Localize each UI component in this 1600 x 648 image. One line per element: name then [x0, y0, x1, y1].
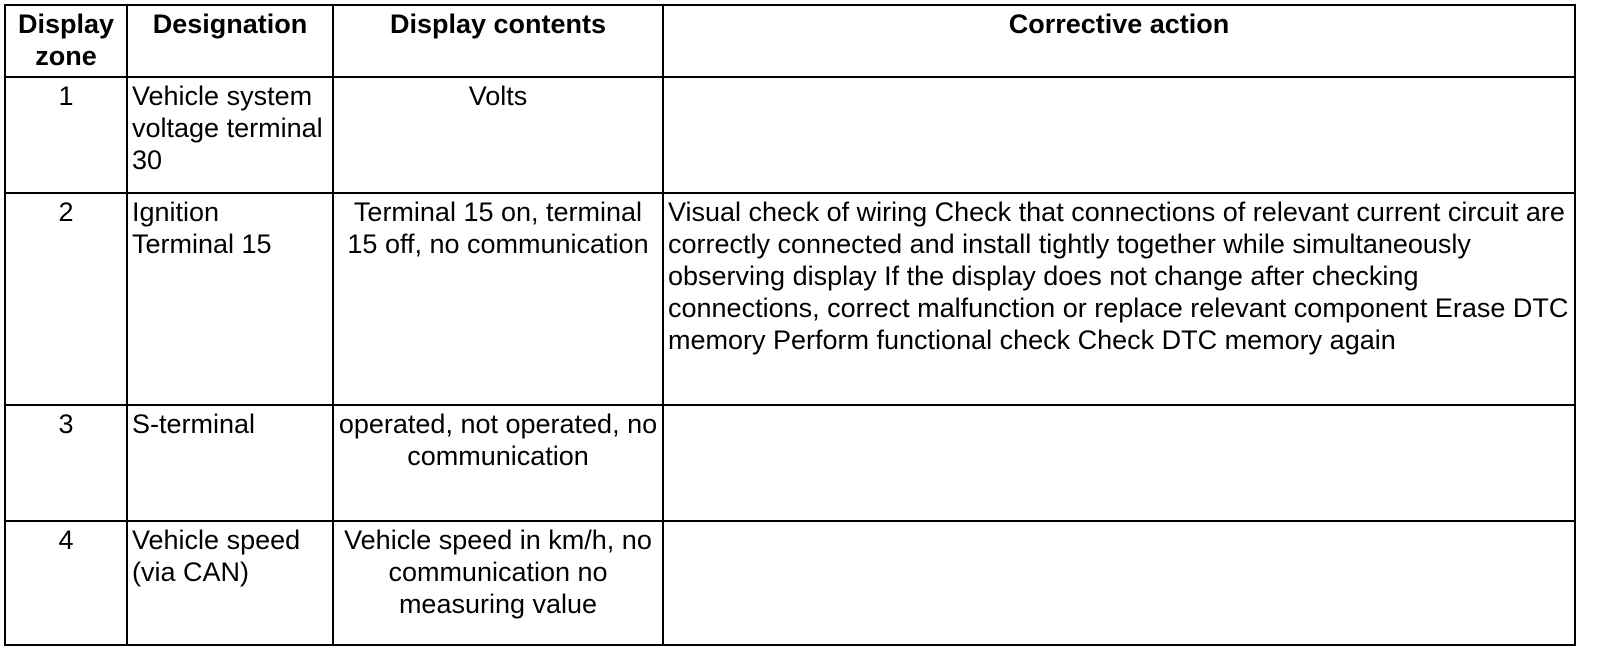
cell-corrective-action: [663, 77, 1575, 193]
header-corrective-action: Corrective action: [663, 5, 1575, 77]
table-row: [5, 521, 1575, 645]
cell-corrective-action: [663, 405, 1575, 521]
cell-designation: Ignition Terminal 15: [127, 193, 333, 405]
cell-corrective-action: Visual check of wiring Check that connections of relevant current circuit are correctly connected and install tightly together while simultaneously observing display If the display does not change after checking connections, correct malfunction or replace relevant component Erase DTC memory Perform functional check Check DTC memory again: [663, 193, 1575, 405]
cell-zone: 3: [5, 405, 127, 521]
cell-designation: Vehicle system voltage terminal 30: [127, 77, 333, 193]
cell-zone: 2: [5, 193, 127, 405]
diagnostic-table: [4, 4, 1576, 646]
header-display-zone: Display zone: [5, 5, 127, 77]
cell-designation: S-terminal: [127, 405, 333, 521]
cell-display-contents: operated, not operated, no communication: [333, 405, 663, 521]
table-header-row: [5, 5, 1575, 77]
cell-designation: Vehicle speed (via CAN): [127, 521, 333, 645]
cell-display-contents: Volts: [333, 77, 663, 193]
cell-zone: 1: [5, 77, 127, 193]
header-display-contents: Display contents: [333, 5, 663, 77]
cell-corrective-action: [663, 521, 1575, 645]
cell-display-contents: Vehicle speed in km/h, no communication no measuring value: [333, 521, 663, 645]
table-row: [5, 405, 1575, 521]
header-designation: Designation: [127, 5, 333, 77]
cell-display-contents: Terminal 15 on, terminal 15 off, no communication: [333, 193, 663, 405]
table-row: [5, 77, 1575, 193]
cell-zone: 4: [5, 521, 127, 645]
table-row: [5, 193, 1575, 405]
